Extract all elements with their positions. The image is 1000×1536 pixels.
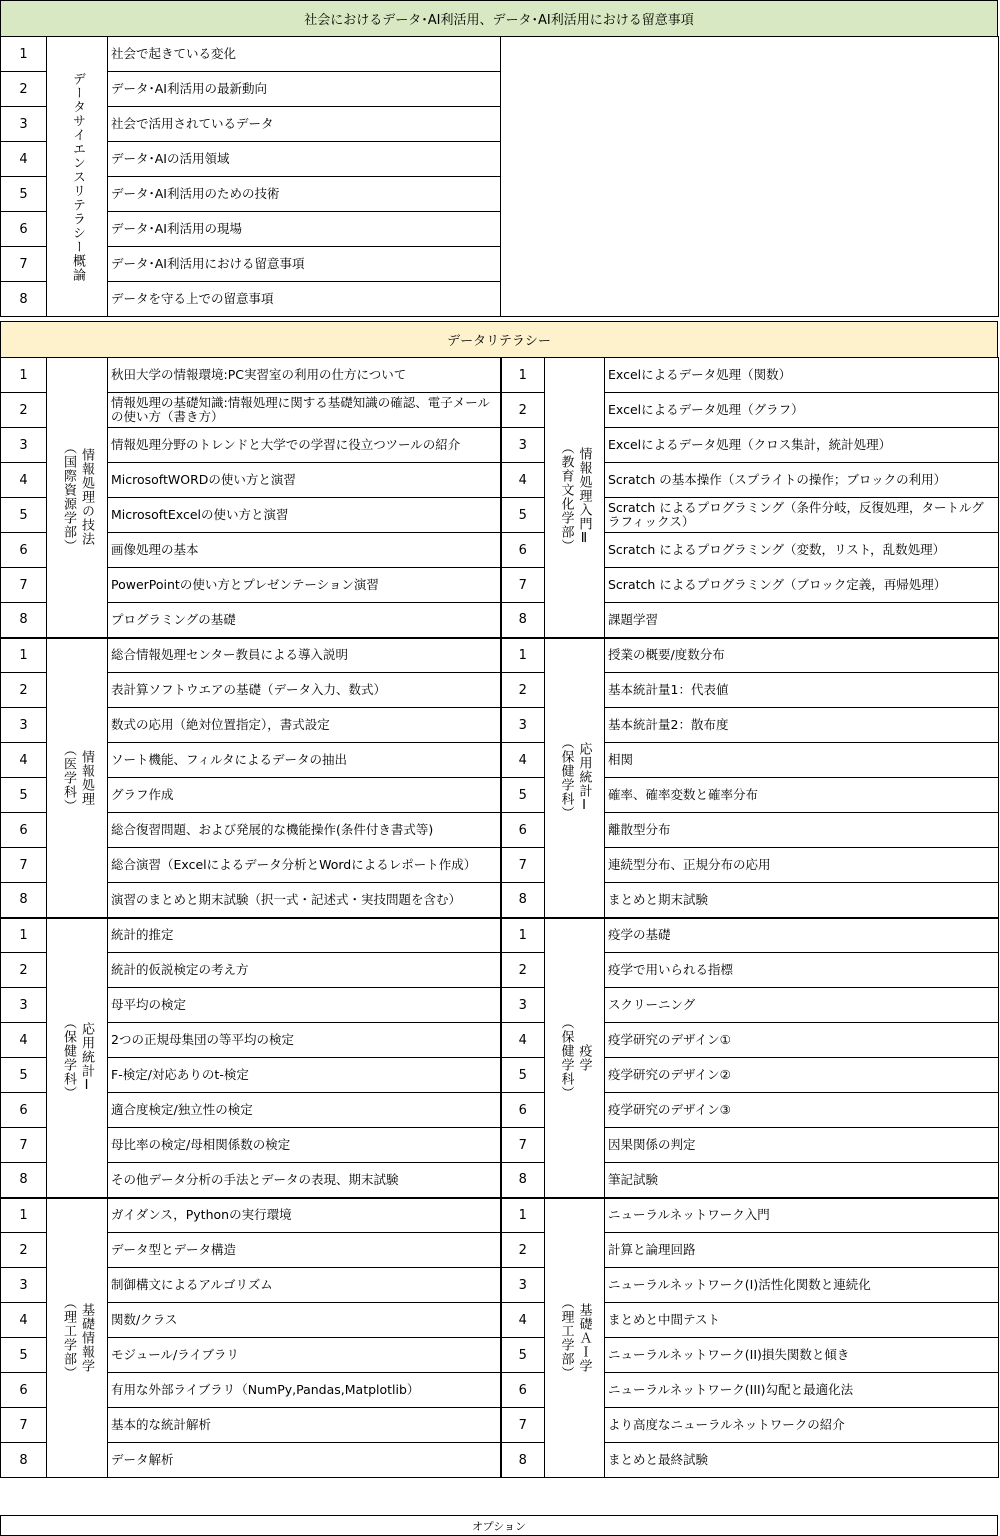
course-cell: [47, 918, 108, 1198]
session-topic: 離散型分布: [605, 813, 999, 848]
table-row: [1, 1268, 999, 1303]
table-row: [1, 498, 999, 533]
session-number: 8: [1, 1443, 47, 1478]
table-row: [1, 988, 999, 1023]
session-topic: データ型とデータ構造: [108, 1233, 501, 1268]
session-number: 1: [1, 358, 47, 393]
session-topic: 関数/クラス: [108, 1303, 501, 1338]
session-number: 3: [1, 1268, 47, 1303]
session-topic: Scratch によるプログラミング（変数，リスト，乱数処理）: [605, 533, 999, 568]
session-topic: 確率、確率変数と確率分布: [605, 778, 999, 813]
table-row: [1, 37, 999, 72]
session-topic: データ･AI利活用のための技術: [108, 177, 501, 212]
session-number: 4: [501, 463, 545, 498]
session-number: 3: [501, 428, 545, 463]
session-number: 4: [501, 743, 545, 778]
session-number: 3: [1, 988, 47, 1023]
course-vertical-label: [545, 441, 604, 553]
session-topic: まとめと最終試験: [605, 1443, 999, 1478]
session-topic: 基本統計量2：散布度: [605, 708, 999, 743]
session-topic: 総合情報処理センター教員による導入説明: [108, 638, 501, 673]
session-number: 7: [501, 568, 545, 603]
table-row: [1, 743, 999, 778]
session-topic: 社会で活用されているデータ: [108, 107, 501, 142]
session-number: 5: [1, 1058, 47, 1093]
course-cell: [47, 638, 108, 918]
course-cell: [47, 358, 108, 638]
session-topic: 統計的推定: [108, 918, 501, 953]
session-number: 8: [501, 1163, 545, 1198]
session-topic: 連続型分布、正規分布の応用: [605, 848, 999, 883]
session-number: 8: [501, 603, 545, 638]
course-vertical-label: [47, 743, 107, 813]
session-number: 2: [1, 72, 47, 107]
session-number: 2: [1, 953, 47, 988]
department-name: （国際資源学部）: [61, 441, 76, 554]
section-header-label: オプション: [471, 1519, 526, 1533]
course-name: 基礎情報学: [79, 1302, 94, 1373]
session-topic: 因果関係の判定: [605, 1128, 999, 1163]
department-name: （教育文化学部）: [558, 441, 574, 554]
session-topic: 統計的仮説検定の考え方: [108, 953, 501, 988]
session-topic: MicrosoftWORDの使い方と演習: [108, 463, 501, 498]
session-topic: データ･AI利活用の最新動向: [108, 72, 501, 107]
session-topic: データ解析: [108, 1443, 501, 1478]
session-topic: 計算と論理回路: [605, 1233, 999, 1268]
session-number: 3: [501, 988, 545, 1023]
section-header-label: データリテラシー: [447, 334, 551, 349]
session-number: 5: [1, 1338, 47, 1373]
table-row: [1, 708, 999, 743]
session-number: 1: [501, 918, 545, 953]
session-number: 6: [1, 533, 47, 568]
session-topic: ニューラルネットワーク(III)勾配と最適化法: [605, 1373, 999, 1408]
session-topic: プログラミングの基礎: [108, 603, 501, 638]
session-number: 7: [501, 848, 545, 883]
session-number: 5: [501, 1338, 545, 1373]
table-row: [1, 1198, 999, 1233]
session-number: 6: [501, 1373, 545, 1408]
session-number: 8: [501, 1443, 545, 1478]
section2-table: [0, 357, 999, 1478]
session-topic: MicrosoftExcelの使い方と演習: [108, 498, 501, 533]
session-topic: 数式の応用（絶対位置指定），書式設定: [108, 708, 501, 743]
course-cell: [545, 1198, 605, 1478]
course-vertical-label: [47, 72, 107, 282]
table-row: [1, 673, 999, 708]
table-row: [1, 533, 999, 568]
table-row: [1, 1058, 999, 1093]
session-topic: 適合度検定/独立性の検定: [108, 1093, 501, 1128]
session-topic: 総合復習問題、および発展的な機能操作(条件付き書式等): [108, 813, 501, 848]
table-row: [1, 953, 999, 988]
course-name: 情報処理入門Ⅱ: [576, 447, 592, 548]
session-number: 7: [1, 1128, 47, 1163]
session-topic: 秋田大学の情報環境:PC実習室の利用の仕方について: [108, 358, 501, 393]
session-topic: 情報処理分野のトレンドと大学での学習に役立つツールの紹介: [108, 428, 501, 463]
session-number: 2: [501, 393, 545, 428]
session-number: 6: [1, 813, 47, 848]
session-topic: Excelによるデータ処理（グラフ）: [605, 393, 999, 428]
session-number: 4: [1, 743, 47, 778]
session-topic: スクリーニング: [605, 988, 999, 1023]
course-vertical-label: [545, 1016, 604, 1100]
course-vertical-label: [47, 1016, 107, 1100]
course-cell: [545, 358, 605, 638]
session-topic: 筆記試験: [605, 1163, 999, 1198]
session-number: 1: [1, 918, 47, 953]
session-number: 1: [1, 37, 47, 72]
course-cell: [47, 37, 108, 317]
section-header-options: [0, 1515, 998, 1536]
session-number: 4: [501, 1023, 545, 1058]
session-number: 2: [1, 1233, 47, 1268]
session-topic: 基本統計量1：代表値: [605, 673, 999, 708]
course-cell: [545, 638, 605, 918]
session-topic: 相関: [605, 743, 999, 778]
course-name: 基礎ＡＩ学: [576, 1302, 592, 1373]
session-number: 2: [501, 953, 545, 988]
session-topic: 疫学研究のデザイン②: [605, 1058, 999, 1093]
session-topic: 母平均の検定: [108, 988, 501, 1023]
course-cell: [545, 918, 605, 1198]
session-number: 1: [501, 1198, 545, 1233]
department-name: （保健学科）: [558, 1015, 574, 1100]
table-row: [1, 813, 999, 848]
session-topic: 制御構文によるアルゴリズム: [108, 1268, 501, 1303]
session-topic: PowerPointの使い方とプレゼンテーション演習: [108, 568, 501, 603]
session-topic: モジュール/ライブラリ: [108, 1338, 501, 1373]
table-row: [1, 638, 999, 673]
table-row: [1, 1443, 999, 1478]
session-number: 7: [501, 1128, 545, 1163]
table-row: [1, 1373, 999, 1408]
section-header-data-literacy: [0, 321, 998, 358]
session-topic: Excelによるデータ処理（クロス集計，統計処理）: [605, 428, 999, 463]
course-vertical-label: [47, 441, 107, 553]
table-row: [1, 1408, 999, 1443]
course-name: 情報処理の技法: [79, 448, 94, 547]
session-number: 5: [501, 1058, 545, 1093]
session-topic: より高度なニューラルネットワークの紹介: [605, 1408, 999, 1443]
session-topic: 母比率の検定/母相関係数の検定: [108, 1128, 501, 1163]
session-number: 4: [1, 1023, 47, 1058]
session-number: 1: [501, 638, 545, 673]
session-topic: ニューラルネットワーク(I)活性化関数と連続化: [605, 1268, 999, 1303]
department-name: （理工学部）: [61, 1295, 76, 1380]
session-topic: 総合演習（Excelによるデータ分析とWordによるレポート作成）: [108, 848, 501, 883]
session-number: 7: [1, 1408, 47, 1443]
session-number: 3: [501, 1268, 545, 1303]
section-header-label: 社会におけるデータ･AI利活用、データ･AI利活用における留意事項: [304, 13, 694, 28]
course-name: 応用統計Ⅰ: [79, 1021, 94, 1094]
session-topic: 情報処理の基礎知識:情報処理に関する基礎知識の確認、電子メールの使い方（書き方）: [108, 393, 501, 428]
table-row: [1, 1163, 999, 1198]
session-topic: 社会で起きている変化: [108, 37, 501, 72]
session-number: 1: [1, 1198, 47, 1233]
session-topic: データ･AIの活用領域: [108, 142, 501, 177]
department-name: （医学科）: [61, 742, 76, 813]
table-row: [1, 1338, 999, 1373]
session-topic: 授業の概要/度数分布: [605, 638, 999, 673]
session-topic: データを守る上での留意事項: [108, 282, 501, 317]
session-number: 7: [1, 568, 47, 603]
session-topic: ソート機能、フィルタによるデータの抽出: [108, 743, 501, 778]
session-number: 3: [501, 708, 545, 743]
session-number: 4: [1, 1303, 47, 1338]
table-row: [1, 1303, 999, 1338]
session-number: 5: [1, 177, 47, 212]
session-topic: Scratch の基本操作（スプライトの操作；ブロックの利用）: [605, 463, 999, 498]
session-number: 6: [1, 212, 47, 247]
session-topic: 表計算ソフトウエアの基礎（データ入力、数式）: [108, 673, 501, 708]
session-topic: 課題学習: [605, 603, 999, 638]
session-topic: ニューラルネットワーク(II)損失関数と傾き: [605, 1338, 999, 1373]
session-topic: 2つの正規母集団の等平均の検定: [108, 1023, 501, 1058]
session-number: 2: [501, 1233, 545, 1268]
session-number: 3: [1, 428, 47, 463]
department-name: （保健学科）: [61, 1015, 76, 1100]
session-number: 2: [501, 673, 545, 708]
session-number: 8: [1, 883, 47, 918]
session-number: 2: [1, 393, 47, 428]
session-number: 8: [1, 282, 47, 317]
table-row: [1, 778, 999, 813]
session-number: 6: [501, 1093, 545, 1128]
session-topic: 疫学で用いられる指標: [605, 953, 999, 988]
session-number: 7: [1, 247, 47, 282]
table-row: [1, 568, 999, 603]
session-number: 7: [1, 848, 47, 883]
session-topic: 有用な外部ライブラリ（NumPy,Pandas,Matplotlib）: [108, 1373, 501, 1408]
session-number: 5: [1, 778, 47, 813]
section1-table: [0, 36, 999, 317]
session-number: 8: [501, 883, 545, 918]
session-number: 3: [1, 708, 47, 743]
session-topic: F-検定/対応ありのt-検定: [108, 1058, 501, 1093]
session-topic: Scratch によるプログラミング（ブロック定義，再帰処理）: [605, 568, 999, 603]
session-number: 4: [1, 463, 47, 498]
session-number: 5: [501, 778, 545, 813]
table-row: [1, 848, 999, 883]
table-row: [1, 358, 999, 393]
session-number: 8: [1, 603, 47, 638]
table-row: [1, 1093, 999, 1128]
session-topic: 疫学の基礎: [605, 918, 999, 953]
table-row: [1, 603, 999, 638]
session-topic: 演習のまとめと期末試験（択一式・記述式・実技問題を含む）: [108, 883, 501, 918]
session-topic: データ･AI利活用の現場: [108, 212, 501, 247]
table-row: [1, 393, 999, 428]
session-topic: 疫学研究のデザイン①: [605, 1023, 999, 1058]
session-topic: 基本的な統計解析: [108, 1408, 501, 1443]
table-row: [1, 428, 999, 463]
course-name: データサイエンスリテラシー概論: [70, 71, 85, 282]
session-topic: Scratch によるプログラミング（条件分岐，反復処理，タートルグラフィックス）: [605, 498, 999, 533]
session-number: 4: [501, 1303, 545, 1338]
session-number: 4: [1, 142, 47, 177]
session-number: 8: [1, 1163, 47, 1198]
table-row: [1, 1128, 999, 1163]
session-number: 6: [1, 1093, 47, 1128]
course-cell: [47, 1198, 108, 1478]
session-topic: ニューラルネットワーク入門: [605, 1198, 999, 1233]
table-row: [1, 1233, 999, 1268]
session-number: 1: [501, 358, 545, 393]
table-row: [1, 463, 999, 498]
course-name: 疫学: [576, 1043, 592, 1072]
session-topic: データ･AI利活用における留意事項: [108, 247, 501, 282]
session-number: 5: [501, 498, 545, 533]
session-number: 3: [1, 107, 47, 142]
session-topic: 疫学研究のデザイン③: [605, 1093, 999, 1128]
session-topic: Excelによるデータ処理（関数）: [605, 358, 999, 393]
course-name: 情報処理: [79, 749, 94, 806]
department-name: （保健学科）: [558, 735, 574, 820]
session-topic: まとめと中間テスト: [605, 1303, 999, 1338]
session-number: 1: [1, 638, 47, 673]
table-row: [1, 918, 999, 953]
session-topic: まとめと期末試験: [605, 883, 999, 918]
department-name: （理工学部）: [558, 1295, 574, 1380]
session-number: 6: [501, 533, 545, 568]
session-topic: 画像処理の基本: [108, 533, 501, 568]
session-number: 7: [501, 1408, 545, 1443]
session-topic: グラフ作成: [108, 778, 501, 813]
course-vertical-label: [47, 1296, 107, 1380]
table-row: [1, 1023, 999, 1058]
table-row: [1, 883, 999, 918]
session-number: 2: [1, 673, 47, 708]
session-topic: その他データ分析の手法とデータの表現、期末試験: [108, 1163, 501, 1198]
session-number: 6: [501, 813, 545, 848]
session-number: 6: [1, 1373, 47, 1408]
course-vertical-label: [545, 1296, 604, 1380]
course-name: 応用統計Ⅰ: [576, 741, 592, 814]
session-topic: ガイダンス，Pythonの実行環境: [108, 1198, 501, 1233]
course-vertical-label: [545, 736, 604, 820]
section-header-social-ai: [0, 0, 998, 37]
blank-cell: [501, 37, 999, 317]
session-number: 5: [1, 498, 47, 533]
